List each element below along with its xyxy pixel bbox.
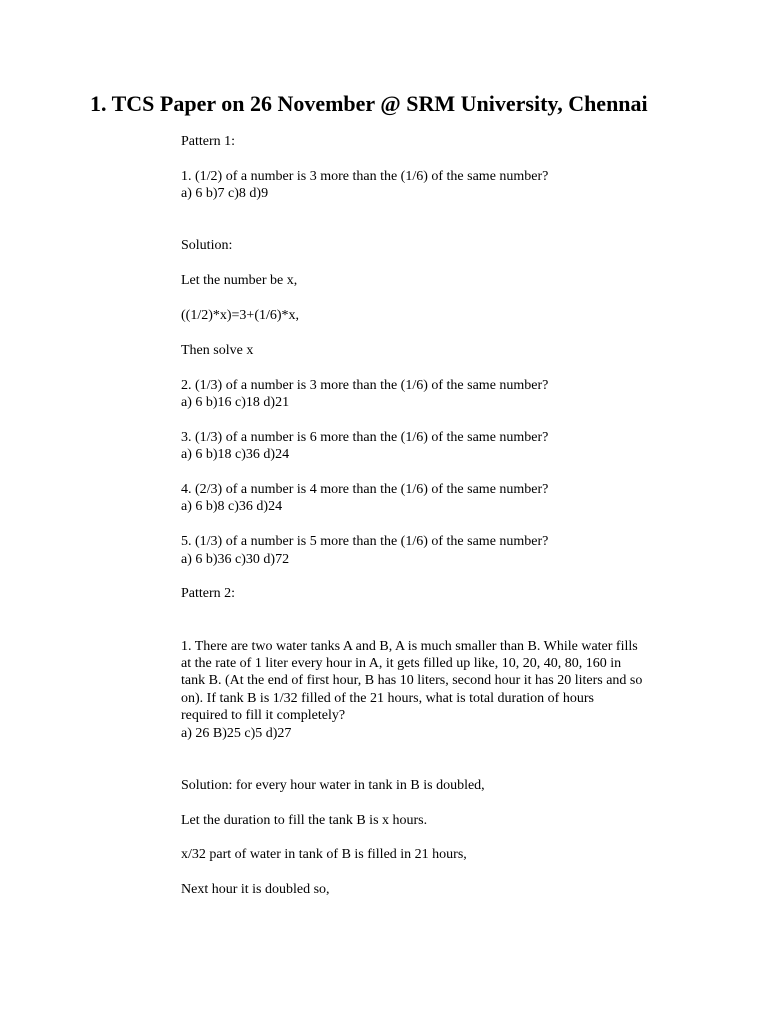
text-line: a) 6 b)18 c)36 d)24 [181,447,290,463]
text-line: required to fill it completely? [181,708,346,724]
text-line: 5. (1/3) of a number is 5 more than the (1/6) of the same number? [181,534,549,550]
text-line: Solution: [181,238,233,254]
text-line: Let the duration to fill the tank B is x hours. [181,812,428,828]
text-line: a) 6 b)36 c)30 d)72 [181,551,290,567]
text-line: Solution: for every hour water in tank in B is doubled, [181,777,485,793]
text-line: Next hour it is doubled so, [181,882,330,898]
text-line: Then solve x [181,342,254,358]
text-line: ((1/2)*x)=3+(1/6)*x, [181,308,300,323]
text-line: Let the number be x, [181,273,298,289]
text-block [181,377,701,412]
text-block [181,881,701,898]
document-body [181,133,701,916]
text-block [181,638,701,742]
text-block [181,481,701,516]
text-block [181,533,701,568]
text-line: 1. (1/2) of a number is 3 more than the (1/6) of the same number? [181,168,549,184]
text-block [181,133,701,150]
text-line: on). If tank B is 1/32 filled of the 21 hours, what is total duration of hours [181,690,594,706]
text-block [181,307,701,324]
text-block [181,429,701,464]
text-line: a) 6 b)7 c)8 d)9 [181,186,269,202]
text-line: Pattern 2: [181,586,236,602]
text-block [181,272,701,289]
text-block [181,846,701,863]
text-block [181,342,701,359]
text-line: a) 26 B)25 c)5 d)27 [181,725,292,741]
text-line: tank B. (At the end of first hour, B has 10 liters, second hour it has 20 liters and so [181,673,643,689]
text-line: a) 6 b)8 c)36 d)24 [181,499,283,515]
text-line: 2. (1/3) of a number is 3 more than the (1/6) of the same number? [181,377,549,393]
text-line: Pattern 1: [181,134,236,149]
text-block [181,777,701,794]
text-line: a) 6 b)16 c)18 d)21 [181,395,290,410]
text-block [181,585,701,602]
text-block [181,812,701,829]
text-line: 4. (2/3) of a number is 4 more than the (1/6) of the same number? [181,482,549,497]
text-line: at the rate of 1 liter every hour in A, it gets filled up like, 10, 20, 40, 80, 160 in [181,656,622,672]
text-line: x/32 part of water in tank of B is filled in 21 hours, [181,847,467,863]
text-line: 1. There are two water tanks A and B, A is much smaller than B. While water fills [181,638,638,654]
text-block [181,168,701,203]
text-block [181,237,701,254]
page-title: 1. TCS Paper on 26 November @ SRM University, Chennai [90,91,648,116]
text-line: 3. (1/3) of a number is 6 more than the (1/6) of the same number? [181,429,549,445]
